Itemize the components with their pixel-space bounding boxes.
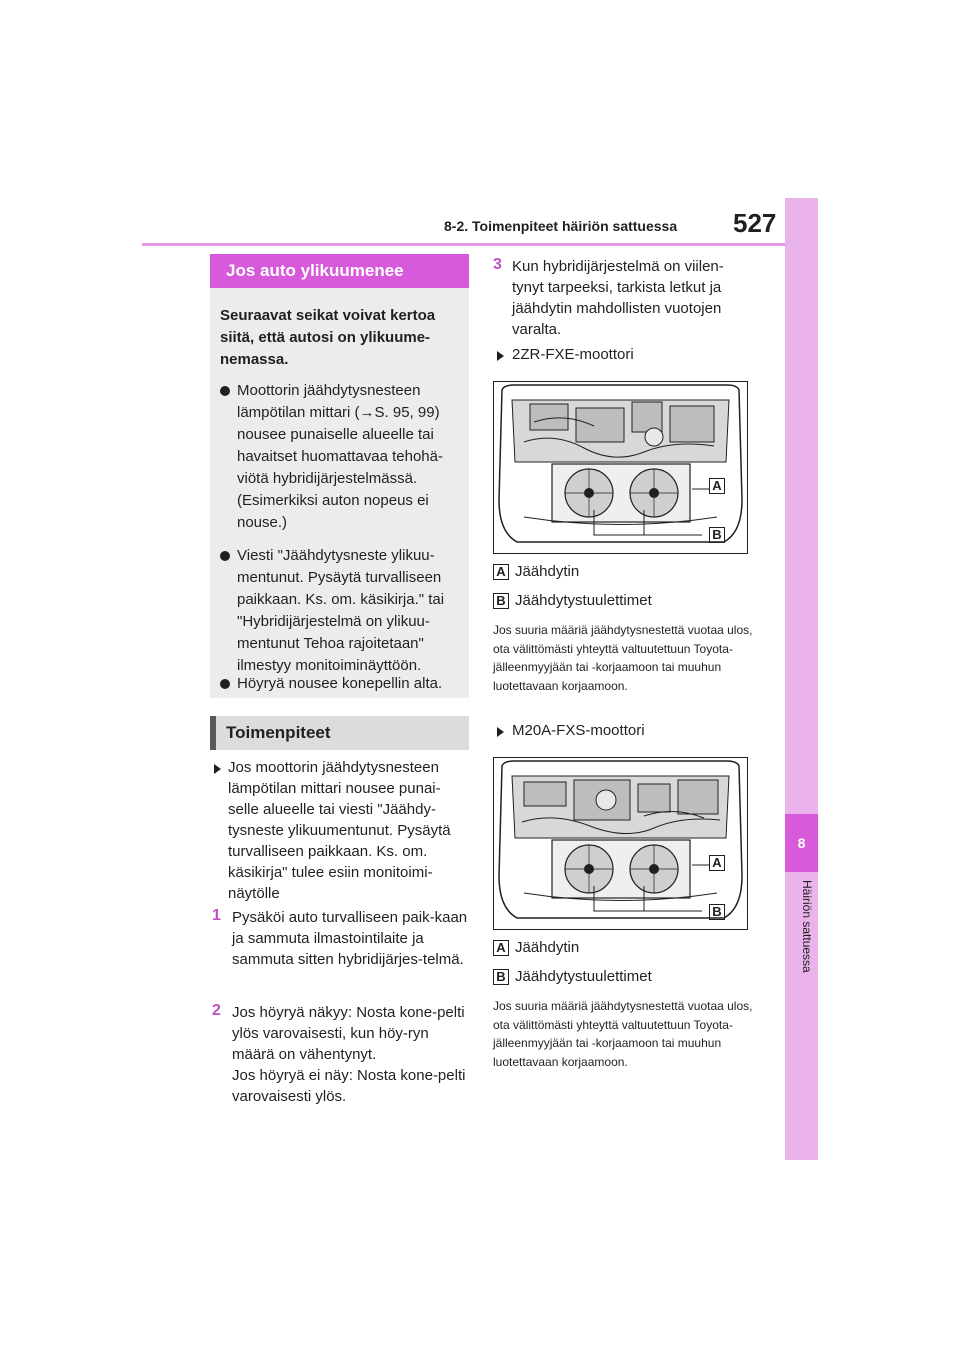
actions-condition: Jos moottorin jäähdytysnesteen lämpötilan mittari nousee punai-selle alueelle tai viesti "Jäähdy-tysneste ylikuumentunut. Pysäytä turvalliseen paikkaan. Ks. om. käsikirja" tulee esiin monitoimi-näytölle — [228, 759, 451, 902]
chapter-number: 8 — [785, 814, 818, 872]
leak-warning-note: Jos suuria määriä jäähdytysnestettä vuotaa ulos, ota välittömästi yhteyttä valtuutettuun Toyota-jälleenmyyjään tai -korjaamoon tai muuhun luotettavaan korjaamoon. — [493, 999, 753, 1069]
step-number: 3 — [493, 256, 502, 273]
legend-text-b: Jäähdytystuulettimet — [515, 592, 652, 609]
engine-name: M20A-FXS-moottori — [512, 722, 645, 739]
overheat-intro: Seuraavat seikat voivat kertoa siitä, että autosi on ylikuume-nemassa. — [220, 307, 436, 368]
overheat-bullet — [220, 673, 465, 695]
chapter-label: Häiriön sattuessa — [800, 880, 814, 973]
legend-text-b: Jäähdytystuulettimet — [515, 968, 652, 985]
step-text-alt: Jos höyryä ei näy: Nosta kone-pelti varovaisesti ylös. — [232, 1067, 466, 1105]
legend-key-b: B — [493, 969, 509, 985]
arrow-right-icon — [497, 727, 504, 737]
callout-b: B — [709, 904, 725, 920]
legend-key-b: B — [493, 593, 509, 609]
page-number: 527 — [733, 208, 777, 238]
arrow-right-icon — [214, 764, 221, 774]
legend-text-a: Jäähdytin — [515, 939, 580, 956]
callout-a: A — [709, 478, 725, 494]
legend-key-a: A — [493, 940, 509, 956]
legend-text-a: Jäähdytin — [515, 563, 580, 580]
step-number: 2 — [212, 1002, 221, 1019]
arrow-right-icon — [497, 351, 504, 361]
bullet-text: Viesti "Jäähdytysneste ylikuu-mentunut. Pysäytä turvalliseen paikkaan. Ks. om. käsikirja." tai "Hybridijärjestelmä on ylikuu-mentunut Tehoa rajoitetaan" ilmestyy monitoiminäyttöön. — [237, 547, 445, 674]
bullet-text: Moottorin jäähdytysnesteen lämpötilan mittari (→S. 95, 99) nousee punaiselle alueelle tai havaitset huomattavaa tehohä-viötä hybridijärjestelmässä. (Esimerkiksi auton nopeus ei nouse.) — [237, 382, 443, 531]
section-title: 8-2. Toimenpiteet häiriön sattuessa — [444, 218, 678, 234]
step-text: Kun hybridijärjestelmä on viilen-tynyt tarpeeksi, tarkista letkut ja jäähdytin mahdollisten vuotojen varalta. — [512, 258, 724, 338]
callout-b: B — [709, 527, 725, 543]
engine-name: 2ZR-FXE-moottori — [512, 346, 634, 363]
actions-heading: Toimenpiteet — [210, 716, 469, 750]
leak-warning-note: Jos suuria määriä jäähdytysnestettä vuotaa ulos, ota välittömästi yhteyttä valtuutettuun Toyota-jälleenmyyjään tai -korjaamoon tai muuhun luotettavaan korjaamoon. — [493, 623, 753, 693]
legend-key-a: A — [493, 564, 509, 580]
step-text: Pysäköi auto turvalliseen paik-kaan ja sammuta ilmastointilaite ja sammuta sitten hybridijärjes-telmä. — [232, 909, 468, 968]
bullet-dot-icon — [220, 679, 230, 689]
step-text: Jos höyryä näkyy: Nosta kone-pelti ylös varovaisesti, kun höy-ryn määrä on vähentynyt. — [232, 1004, 465, 1063]
overheat-bullet — [220, 545, 465, 677]
overheat-heading: Jos auto ylikuumenee — [210, 254, 469, 288]
bullet-dot-icon — [220, 386, 230, 396]
callout-a: A — [709, 855, 725, 871]
header-divider — [142, 243, 785, 246]
step-number: 1 — [212, 907, 221, 924]
bullet-text: Höyryä nousee konepellin alta. — [237, 675, 443, 692]
overheat-bullet — [220, 380, 465, 534]
bullet-dot-icon — [220, 551, 230, 561]
